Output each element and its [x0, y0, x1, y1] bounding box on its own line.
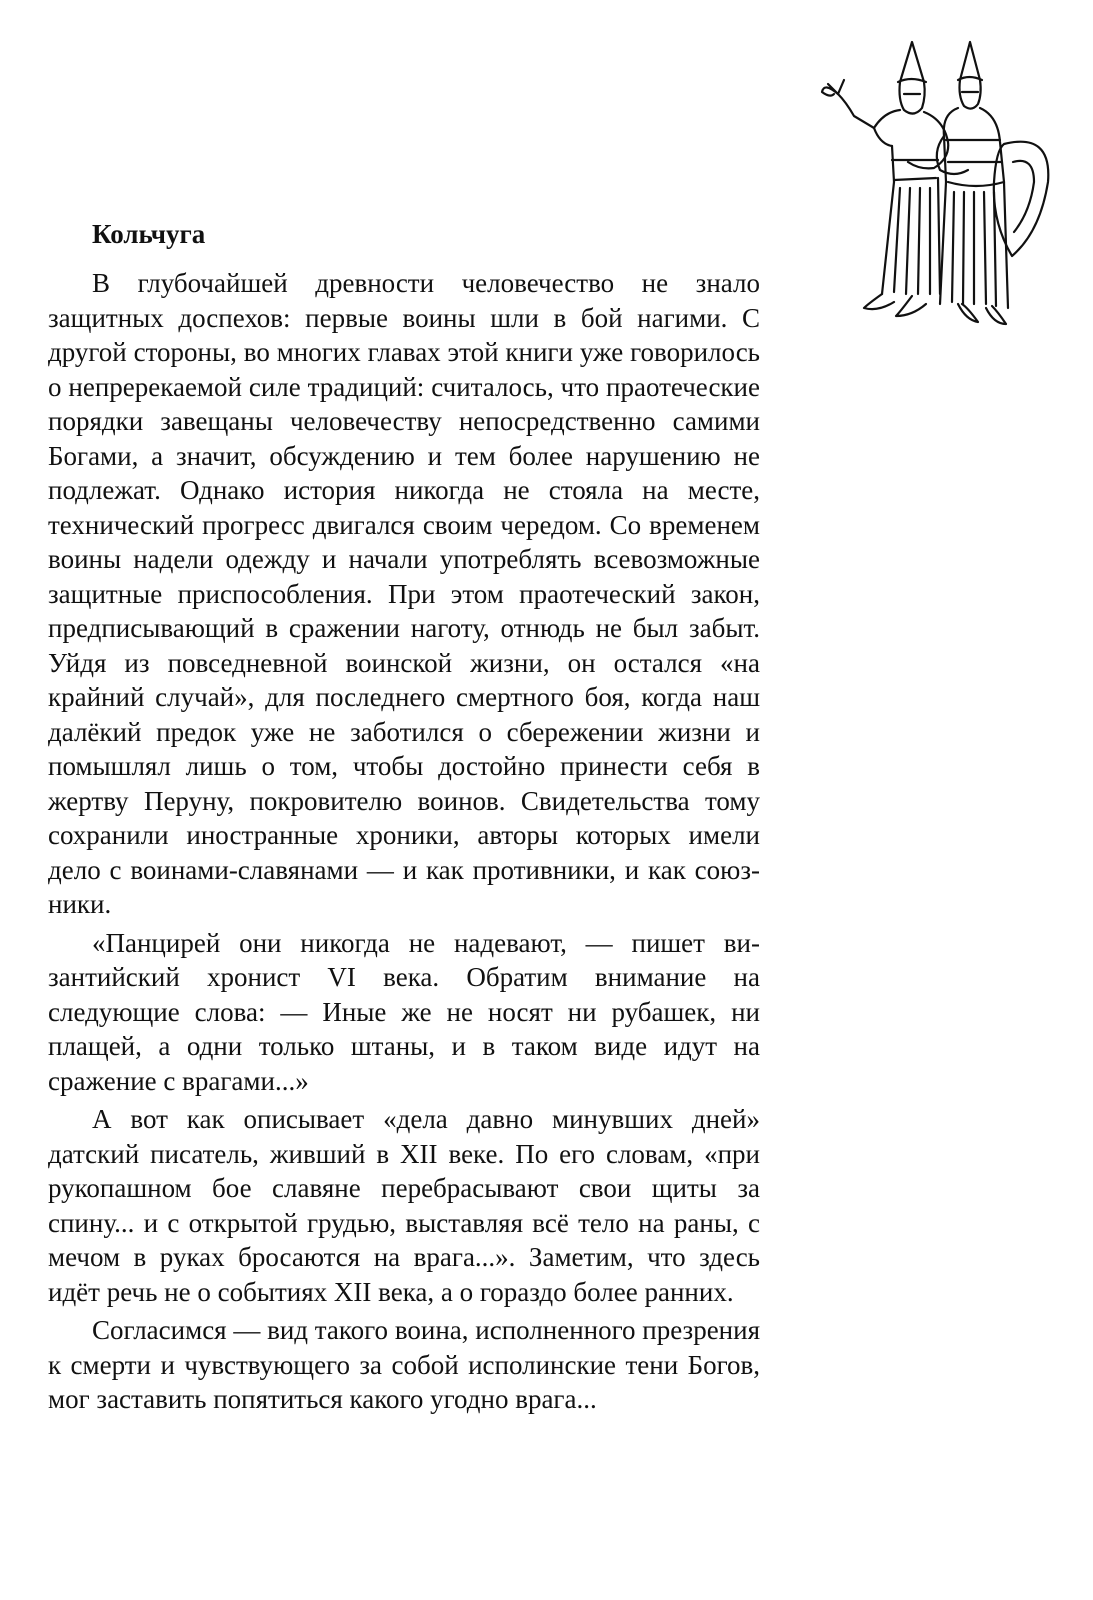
- section-heading: Кольчуга: [92, 219, 206, 249]
- paragraph-1: В глубочайшей древности человечество не знало защитных доспехов: первые воины шли в бой нагими. С другой стороны, во многих главах этой книги уже говорилось о непререкаемой силе традиций: считалось, что праотеческие порядки завещаны человечеству непосредственно самими Богами, а значит, обсуждению и тем более нарушению не подлежат. Однако история никогда не стояла на месте, технический прогресс двигался своим чередом. Со временем воины надели одежду и начали употреблять всевозможные защитные приспособления. При этом праотеческий закон, предписывающий в сражении наготу, отнюдь не был забыт. Уйдя из повседневной воинской жизни, он остался «на крайний случай», для последнего смертного боя, когда наш далёкий предок уже не заботился о сбережении жизни и помышлял лишь о том, чтобы достойно принести себя в жертву Перуну, покровителю воинов. Свидетельства тому сохранили иностранные хроники, авторы которых имели дело с воинами-славянами — и как противники, и как союзники.: [48, 268, 760, 919]
- warrior-with-shield: [937, 42, 1049, 324]
- article: [48, 214, 760, 1421]
- paragraph-4: Согласимся — вид такого воина, исполненного презрения к смерти и чувствующего за собой исполинские тени Богов, мог заставить попятиться какого угодно врага...: [48, 1315, 760, 1414]
- paragraph-2: «Панцирей они никогда не надевают, — пишет византийский хронист VI века. Обратим внимание на следующие слова: — Иные же не носят ни рубашек, ни плащей, а одни только штаны, и в таком виде идут на сражение с врагами...»: [48, 927, 760, 1096]
- two-warriors-drawing-icon: [808, 32, 1068, 332]
- warrior-gesturing: [822, 42, 948, 316]
- paragraph-3: А вот как описывает «дела давно минувших дней» датский писатель, живший в XII веке. По его словам, «при рукопашном бое славяне перебрасывают свои щиты за спину... и с открытой грудью, выставляя всё тело на раны, с мечом в руках бросаются на врага...». Заметим, что здесь идёт речь не о событиях XII века, а о гораздо более ранних.: [48, 1104, 760, 1307]
